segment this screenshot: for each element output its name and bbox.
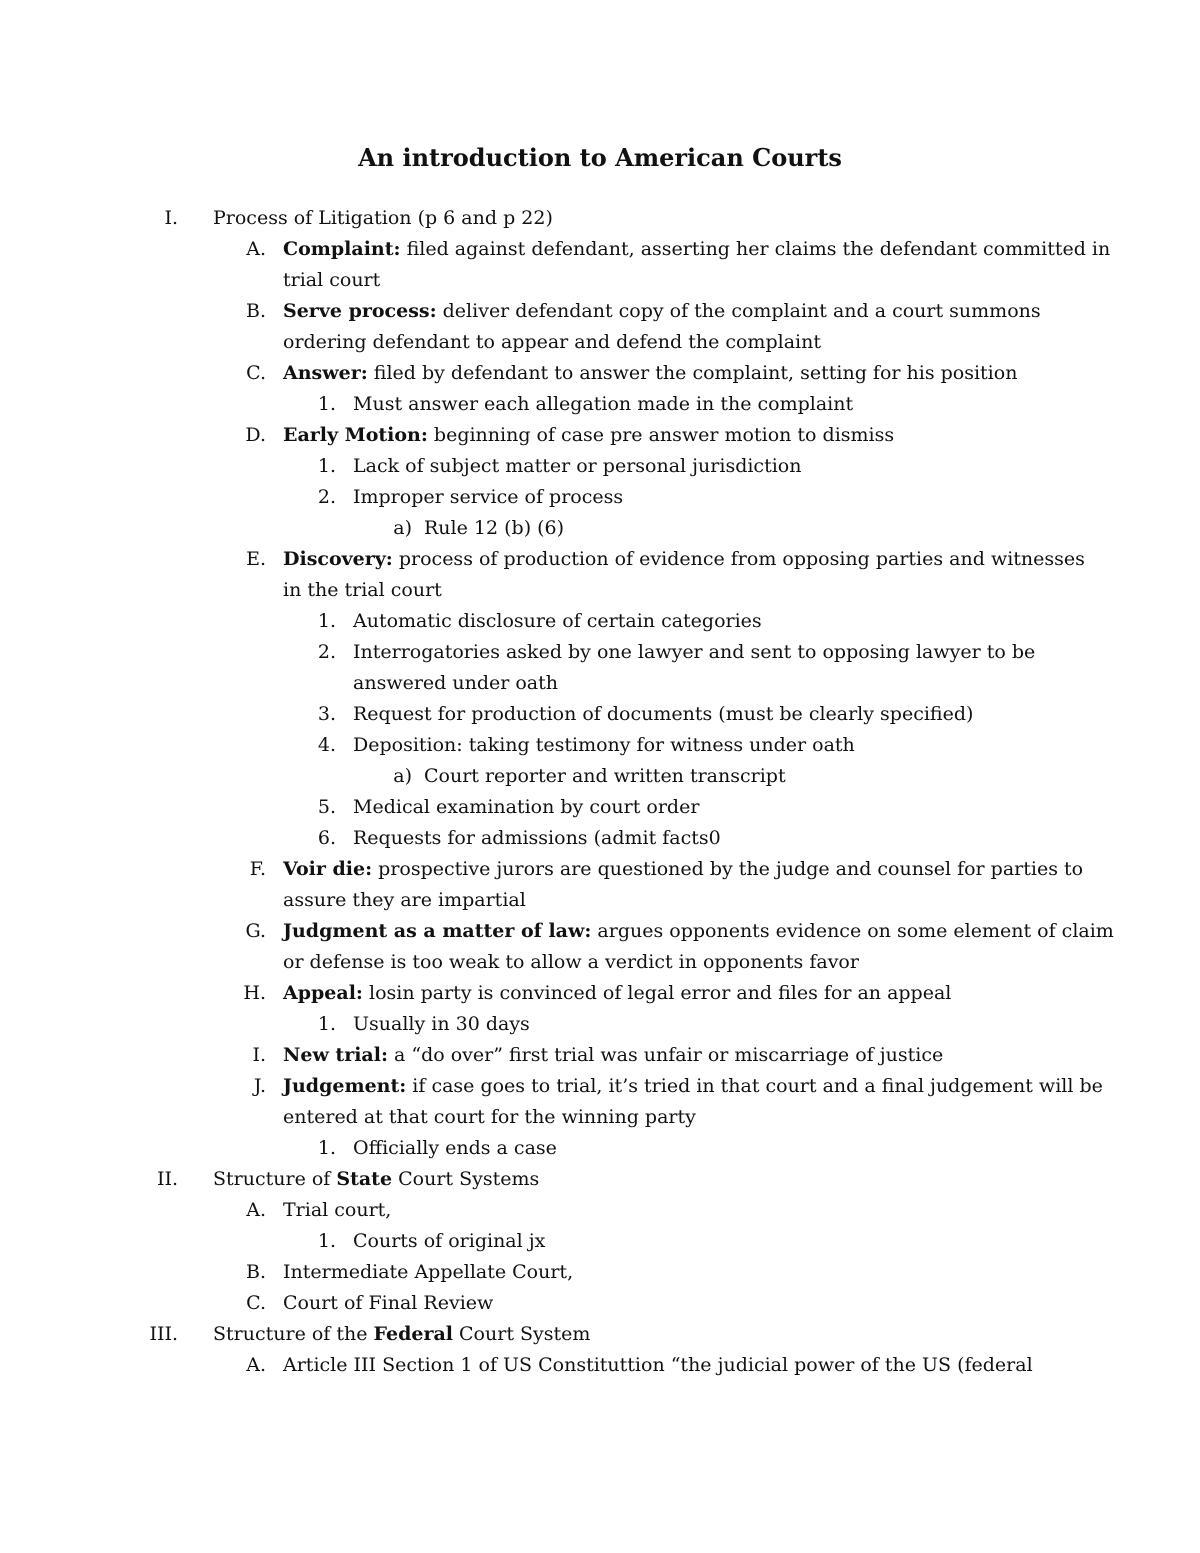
outline-item bbox=[0, 513, 1200, 544]
list-text bbox=[283, 885, 526, 916]
outline-item bbox=[0, 854, 1200, 885]
outline-item bbox=[0, 823, 1200, 854]
list-text bbox=[283, 854, 1083, 885]
list-text bbox=[353, 451, 801, 482]
list-marker: C. bbox=[246, 362, 266, 384]
list-marker: A. bbox=[246, 238, 266, 260]
text-run: losin party is convinced of legal error and files for an appeal bbox=[362, 982, 952, 1004]
list-text bbox=[353, 823, 721, 854]
list-text bbox=[353, 1009, 530, 1040]
outline-item-continuation bbox=[0, 327, 1200, 358]
outline-item bbox=[0, 234, 1200, 265]
list-text bbox=[283, 575, 442, 606]
bold-term: Judgment as a matter of law: bbox=[283, 920, 592, 942]
bold-term: Early Motion: bbox=[283, 424, 428, 446]
list-marker: A. bbox=[246, 1199, 266, 1221]
list-marker: 1. bbox=[317, 1230, 336, 1252]
text-run: Intermediate Appellate Court, bbox=[283, 1261, 574, 1283]
outline-item bbox=[0, 1009, 1200, 1040]
list-text bbox=[353, 668, 558, 699]
list-text bbox=[424, 513, 564, 544]
list-text bbox=[213, 1319, 590, 1350]
list-text bbox=[283, 327, 821, 358]
text-run: or defense is too weak to allow a verdict in opponents favor bbox=[283, 951, 859, 973]
list-text bbox=[283, 1040, 943, 1071]
text-run: prospective jurors are questioned by the judge and counsel for parties to bbox=[372, 858, 1084, 880]
outline-item bbox=[0, 1195, 1200, 1226]
list-marker: 2. bbox=[317, 641, 336, 663]
text-run: Medical examination by court order bbox=[353, 796, 700, 818]
outline-item bbox=[0, 1350, 1200, 1381]
outline-item bbox=[0, 637, 1200, 668]
text-run: Automatic disclosure of certain categories bbox=[353, 610, 762, 632]
outline-item-continuation bbox=[0, 947, 1200, 978]
outline-item-continuation bbox=[0, 885, 1200, 916]
list-text bbox=[283, 916, 1114, 947]
text-run: if case goes to trial, it’s tried in that court and a final judgement will be bbox=[406, 1075, 1103, 1097]
text-run: beginning of case pre answer motion to dismiss bbox=[427, 424, 895, 446]
list-text bbox=[283, 1071, 1103, 1102]
outline-item bbox=[0, 792, 1200, 823]
text-run: Deposition: taking testimony for witness under oath bbox=[353, 734, 855, 756]
bold-term: Judgement: bbox=[283, 1075, 407, 1097]
bold-term: Appeal: bbox=[283, 982, 363, 1004]
outline-item bbox=[0, 451, 1200, 482]
list-text bbox=[353, 637, 1035, 668]
outline-item-continuation bbox=[0, 668, 1200, 699]
list-text bbox=[353, 606, 762, 637]
list-text bbox=[353, 1226, 545, 1257]
list-marker: I. bbox=[164, 207, 178, 229]
list-marker: 1. bbox=[317, 393, 336, 415]
list-marker: F. bbox=[249, 858, 266, 880]
bold-term: Federal bbox=[373, 1323, 453, 1345]
text-run: Must answer each allegation made in the complaint bbox=[353, 393, 854, 415]
list-text bbox=[283, 1195, 391, 1226]
bold-term: Serve process: bbox=[283, 300, 437, 322]
text-run: filed against defendant, asserting her claims the defendant committed in bbox=[400, 238, 1111, 260]
list-marker: 1. bbox=[317, 610, 336, 632]
list-marker: 2. bbox=[317, 486, 336, 508]
list-text bbox=[283, 265, 380, 296]
list-marker: H. bbox=[243, 982, 266, 1004]
outline-item-continuation bbox=[0, 1102, 1200, 1133]
list-text bbox=[283, 1102, 696, 1133]
outline-item bbox=[0, 978, 1200, 1009]
text-run: Trial court, bbox=[283, 1199, 392, 1221]
list-marker: B. bbox=[245, 1261, 266, 1283]
text-run: a “do over” first trial was unfair or miscarriage of justice bbox=[387, 1044, 944, 1066]
text-run: entered at that court for the winning party bbox=[283, 1106, 696, 1128]
outline-item bbox=[0, 1226, 1200, 1257]
outline-item bbox=[0, 296, 1200, 327]
text-run: Interrogatories asked by one lawyer and sent to opposing lawyer to be bbox=[353, 641, 1036, 663]
text-run: trial court bbox=[283, 269, 381, 291]
text-run: process of production of evidence from opposing parties and witnesses bbox=[392, 548, 1085, 570]
text-run: Improper service of process bbox=[353, 486, 624, 508]
text-run: assure they are impartial bbox=[283, 889, 526, 911]
text-run: Request for production of documents (must be clearly specified) bbox=[353, 703, 974, 725]
text-run: Court reporter and written transcript bbox=[424, 765, 786, 787]
list-text bbox=[283, 234, 1110, 265]
outline-item bbox=[0, 420, 1200, 451]
list-marker: II. bbox=[156, 1168, 178, 1190]
text-run: argues opponents evidence on some element of claim bbox=[591, 920, 1114, 942]
list-text bbox=[353, 792, 699, 823]
text-run: in the trial court bbox=[283, 579, 442, 601]
list-text bbox=[353, 389, 853, 420]
bold-term: Complaint: bbox=[283, 238, 401, 260]
list-text bbox=[283, 358, 1017, 389]
bold-term: New trial: bbox=[283, 1044, 388, 1066]
text-run: Structure of bbox=[213, 1168, 337, 1190]
outline-item bbox=[0, 1071, 1200, 1102]
outline-item bbox=[0, 1133, 1200, 1164]
outline-item bbox=[0, 544, 1200, 575]
list-text bbox=[283, 544, 1085, 575]
list-text bbox=[213, 203, 553, 234]
outline-item bbox=[0, 389, 1200, 420]
outline-item bbox=[0, 1164, 1200, 1195]
list-marker: 6. bbox=[317, 827, 336, 849]
text-run: Usually in 30 days bbox=[353, 1013, 530, 1035]
outline-item bbox=[0, 730, 1200, 761]
list-text bbox=[283, 1257, 573, 1288]
list-marker: 1. bbox=[317, 1137, 336, 1159]
outline-item bbox=[0, 1319, 1200, 1350]
list-marker: C. bbox=[246, 1292, 266, 1314]
list-marker: 4. bbox=[317, 734, 336, 756]
outline-item bbox=[0, 606, 1200, 637]
list-text bbox=[283, 420, 894, 451]
outline-item bbox=[0, 1288, 1200, 1319]
text-run: Lack of subject matter or personal jurisdiction bbox=[353, 455, 802, 477]
bold-term: Discovery: bbox=[283, 548, 393, 570]
list-text bbox=[353, 1133, 557, 1164]
list-marker: J. bbox=[253, 1075, 266, 1097]
list-text bbox=[353, 730, 855, 761]
outline-item-continuation bbox=[0, 265, 1200, 296]
text-run: Courts of original jx bbox=[353, 1230, 546, 1252]
text-run: filed by defendant to answer the complaint, setting for his position bbox=[367, 362, 1018, 384]
document-title: An introduction to American Courts bbox=[358, 143, 842, 172]
list-text bbox=[213, 1164, 539, 1195]
list-marker: D. bbox=[245, 424, 266, 446]
text-run: Requests for admissions (admit facts0 bbox=[353, 827, 721, 849]
outline-item bbox=[0, 358, 1200, 389]
list-text bbox=[283, 947, 859, 978]
list-marker: 5. bbox=[317, 796, 336, 818]
list-marker: B. bbox=[245, 300, 266, 322]
list-marker: E. bbox=[246, 548, 266, 570]
list-text bbox=[353, 482, 623, 513]
outline-item bbox=[0, 1257, 1200, 1288]
text-run: Court Systems bbox=[392, 1168, 540, 1190]
outline-item bbox=[0, 1040, 1200, 1071]
text-run: Court System bbox=[452, 1323, 591, 1345]
outline-item bbox=[0, 482, 1200, 513]
text-run: Rule 12 (b) (6) bbox=[424, 517, 565, 539]
list-marker: 1. bbox=[317, 1013, 336, 1035]
text-run: Structure of the bbox=[213, 1323, 374, 1345]
text-run: ordering defendant to appear and defend the complaint bbox=[283, 331, 821, 353]
bold-term: Voir die: bbox=[283, 858, 373, 880]
list-text bbox=[424, 761, 786, 792]
list-text bbox=[353, 699, 973, 730]
list-marker: 1. bbox=[317, 455, 336, 477]
text-run: Process of Litigation (p 6 and p 22) bbox=[213, 207, 553, 229]
bold-term: Answer: bbox=[283, 362, 368, 384]
text-run: deliver defendant copy of the complaint and a court summons bbox=[436, 300, 1041, 322]
list-marker: G. bbox=[245, 920, 266, 942]
list-marker: a) bbox=[393, 765, 412, 787]
outline-item bbox=[0, 916, 1200, 947]
list-text bbox=[283, 1288, 493, 1319]
bold-term: State bbox=[336, 1168, 393, 1190]
text-run: Court of Final Review bbox=[283, 1292, 494, 1314]
list-text bbox=[283, 1350, 1033, 1381]
outline-item bbox=[0, 699, 1200, 730]
list-marker: a) bbox=[393, 517, 412, 539]
list-marker: 3. bbox=[317, 703, 336, 725]
list-marker: A. bbox=[246, 1354, 266, 1376]
list-marker: I. bbox=[252, 1044, 266, 1066]
list-text bbox=[283, 978, 951, 1009]
list-marker: III. bbox=[149, 1323, 178, 1345]
text-run: answered under oath bbox=[353, 672, 558, 694]
text-run: Article III Section 1 of US Constituttion “the judicial power of the US (federal bbox=[283, 1354, 1033, 1376]
outline-item bbox=[0, 761, 1200, 792]
text-run: Officially ends a case bbox=[353, 1137, 557, 1159]
list-text bbox=[283, 296, 1041, 327]
outline-item bbox=[0, 203, 1200, 234]
outline-item-continuation bbox=[0, 575, 1200, 606]
